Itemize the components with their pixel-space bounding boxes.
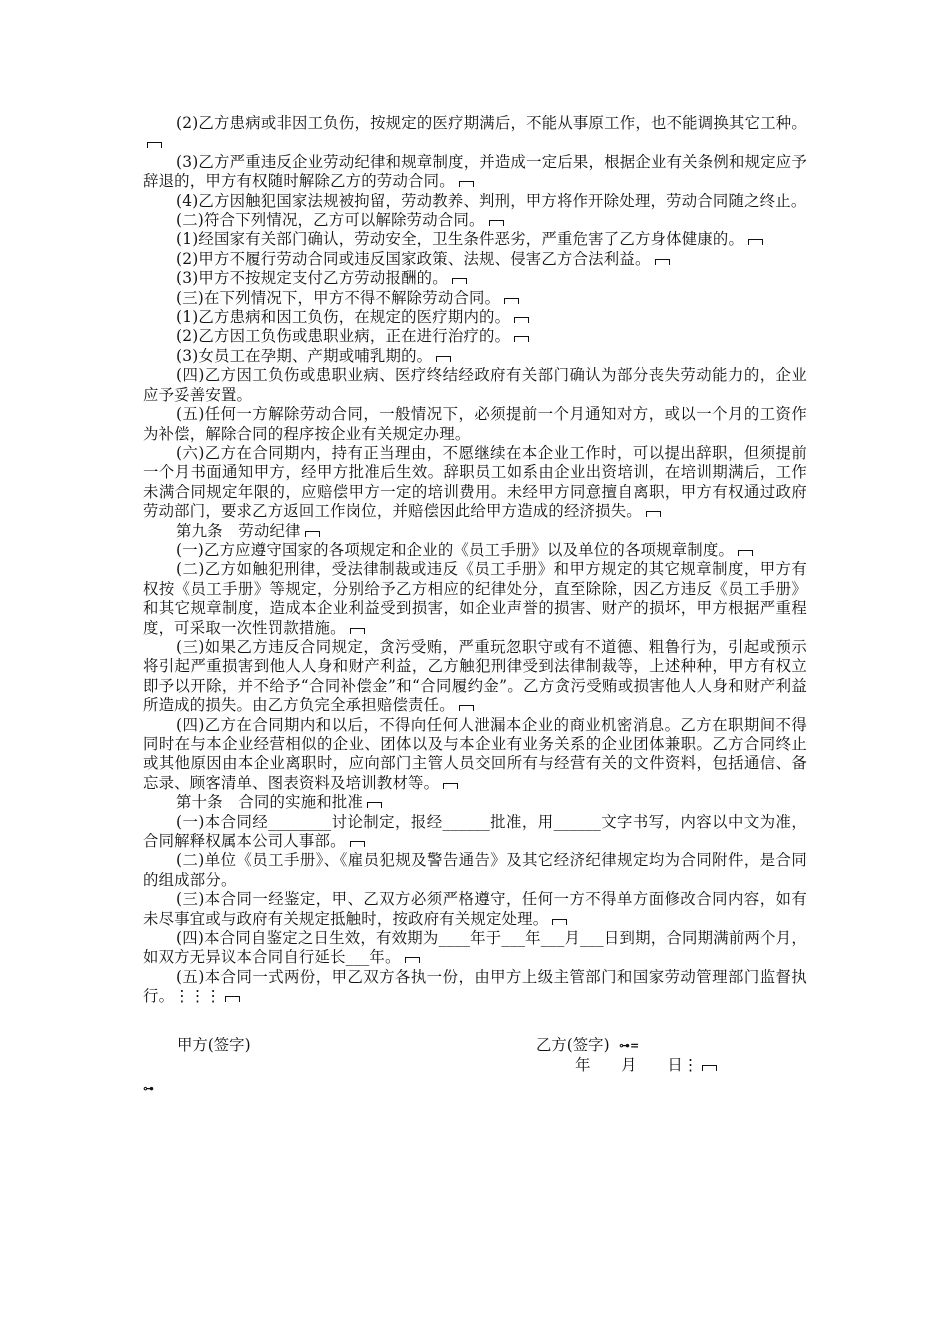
clause-paragraph: (2)甲方不履行劳动合同或违反国家政策、法规、侵害乙方合法利益。 xyxy=(143,250,807,269)
clause-paragraph: (二)符合下列情况，乙方可以解除劳动合同。 xyxy=(143,211,807,230)
clause-paragraph: (1)乙方患病和因工负伤，在规定的医疗期内的。 xyxy=(143,308,807,327)
clause-paragraph: (二)单位《员工手册》、《雇员犯规及警告通告》及其它经济纪律规定均为合同附件，是合同的组成部分。 xyxy=(143,851,807,889)
paragraph-mark-icon xyxy=(436,356,451,362)
paragraph-mark-icon xyxy=(738,550,753,556)
clause-paragraph: (4)乙方因触犯国家法规被拘留，劳动教养、判刑，甲方将作开除处理，劳动合同随之终止。 xyxy=(176,191,807,210)
signature-date-line: 年 月 日⋮ xyxy=(575,1056,717,1075)
paragraph-mark-icon xyxy=(350,841,365,847)
paragraph-mark-icon xyxy=(702,1065,717,1071)
paragraph-mark-icon xyxy=(552,919,567,925)
clause-paragraph: (五)本合同一式两份，甲乙双方各执一份，由甲方上级主管部门和国家劳动管理部门监督执行。⋮⋮⋮ xyxy=(143,967,807,1006)
paragraph-mark-icon xyxy=(489,220,504,226)
clause-paragraph: (四)本合同自鉴定之日生效，有效期为____年于___年___月___日到期，合同期满前两个月，如双方无异议本合同自行延长___年。 xyxy=(143,929,807,967)
paragraph-mark-icon xyxy=(655,259,670,265)
clause-paragraph: (1)经国家有关部门确认，劳动安全，卫生条件恶劣，严重危害了乙方身体健康的。 xyxy=(143,230,807,249)
paragraph-mark-icon xyxy=(443,783,458,789)
paragraph-mark-icon xyxy=(459,181,474,187)
clause-paragraph: (一)本合同经________讨论制定，报经______批准，用______文字书写，内容以中文为准，合同解释权属本公司人事部。 xyxy=(143,812,807,851)
paragraph-mark-icon xyxy=(452,278,467,284)
article-heading: 第九条 劳动纪律 xyxy=(143,522,807,541)
paragraph-mark-icon xyxy=(147,142,162,148)
insert-mark-icon: ⊶ xyxy=(143,1082,154,1095)
paragraph-mark-icon xyxy=(646,511,661,517)
party-b-signature-label: 乙方(签字) xyxy=(536,1036,610,1054)
paragraph-mark-icon xyxy=(367,802,382,808)
clause-paragraph: (2)乙方因工负伤或患职业病，正在进行治疗的。 xyxy=(143,327,807,346)
clause-paragraph: (三)本合同一经鉴定，甲、乙双方必须严格遵守，任何一方不得单方面修改合同内容，如有未尽事宜或与政府有关规定抵触时，按政府有关规定处理。 xyxy=(143,890,807,928)
paragraph-mark-icon xyxy=(405,957,420,963)
paragraph-mark-icon xyxy=(305,531,320,537)
clause-paragraph: (四)乙方因工负伤或患职业病、医疗终结经政府有关部门确认为部分丧失劳动能力的，企业应予妥善安置。 xyxy=(143,366,807,404)
clause-paragraph: (3)乙方严重违反企业劳动纪律和规章制度，并造成一定后果，根据企业有关条例和规定应予辞退的，甲方有权随时解除乙方的劳动合同。 xyxy=(143,152,807,191)
clause-paragraph: (三)如果乙方违反合同规定，贪污受贿，严重玩忽职守或有不道德、粗鲁行为，引起或预示将引起严重损害到他人人身和财产利益，乙方触犯刑律受到法律制裁等，上述种种，甲方有权立即予以开除，并不给予“合同补偿金”和“合同履约金”。乙方贪污受贿或损害他人人身和财产利益所造成的损失。由乙方负完全承担赔偿责任。 xyxy=(143,637,807,715)
article-heading: 第十条 合同的实施和批准 xyxy=(143,793,807,812)
party-a-signature-label: 甲方(签字) xyxy=(177,1036,251,1054)
paragraph-mark-icon xyxy=(225,996,240,1002)
clause-paragraph: (2)乙方患病或非因工负伤，按规定的医疗期满后，不能从事原工作，也不能调换其它工种。 xyxy=(143,114,807,153)
clause-paragraph: (3)甲方不按规定支付乙方劳动报酬的。 xyxy=(143,269,807,288)
clause-paragraph: (六)乙方在合同期内，持有正当理由，不愿继续在本企业工作时，可以提出辞职，但须提前一个月书面通知甲方，经甲方批准后生效。辞职员工如系由企业出资培训，在培训期满后，工作未满合同规定年限的，应赔偿甲方一定的培训费用。未经甲方同意擅自离职，甲方有权通过政府劳动部门，要求乙方返回工作岗位，并赔偿因此给甲方造成的经济损失。 xyxy=(143,443,807,521)
paragraph-mark-icon xyxy=(514,317,529,323)
clause-paragraph: (四)乙方在合同期内和以后，不得向任何人泄漏本企业的商业机密消息。乙方在职期间不得同时在与本企业经营相似的企业、团体以及与本企业有业务关系的企业团体兼职。乙方合同终止或其他原因由本企业离职时，应向部门主管人员交回所有与经营有关的文件资料，包括通信、备忘录、顾客清单、图表资料及培训教材等。 xyxy=(143,715,807,792)
clause-paragraph: (3)女员工在孕期、产期或哺乳期的。 xyxy=(143,347,807,366)
paragraph-mark-icon xyxy=(748,239,763,245)
contract-body xyxy=(143,114,807,1007)
paragraph-mark-icon xyxy=(514,336,529,342)
paragraph-mark-icon xyxy=(459,705,474,711)
clause-paragraph: (五)任何一方解除劳动合同，一般情况下，必须提前一个月通知对方，或以一个月的工资作为补偿，解除合同的程序按企业有关规定办理。 xyxy=(143,405,807,443)
paragraph-mark-icon xyxy=(504,298,519,304)
paragraph-mark-icon xyxy=(350,628,365,634)
clause-paragraph: (二)乙方如触犯刑律，受法律制裁或违反《员工手册》和甲方规定的其它规章制度，甲方有权按《员工手册》等规定，分别给予乙方相应的纪律处分，直至除除，因乙方违反《员工手册》和其它规章制度，造成本企业利益受到损害，如企业声誉的损害、财产的损坏，甲方根据严重程度，可采取一次性罚款措施。 xyxy=(143,560,807,637)
clause-paragraph: (三)在下列情况下，甲方不得不解除劳动合同。 xyxy=(143,289,807,308)
clause-paragraph: (一)乙方应遵守国家的各项规定和企业的《员工手册》以及单位的各项规章制度。 xyxy=(143,541,807,560)
insert-mark-icon: ⊶= xyxy=(619,1039,640,1052)
